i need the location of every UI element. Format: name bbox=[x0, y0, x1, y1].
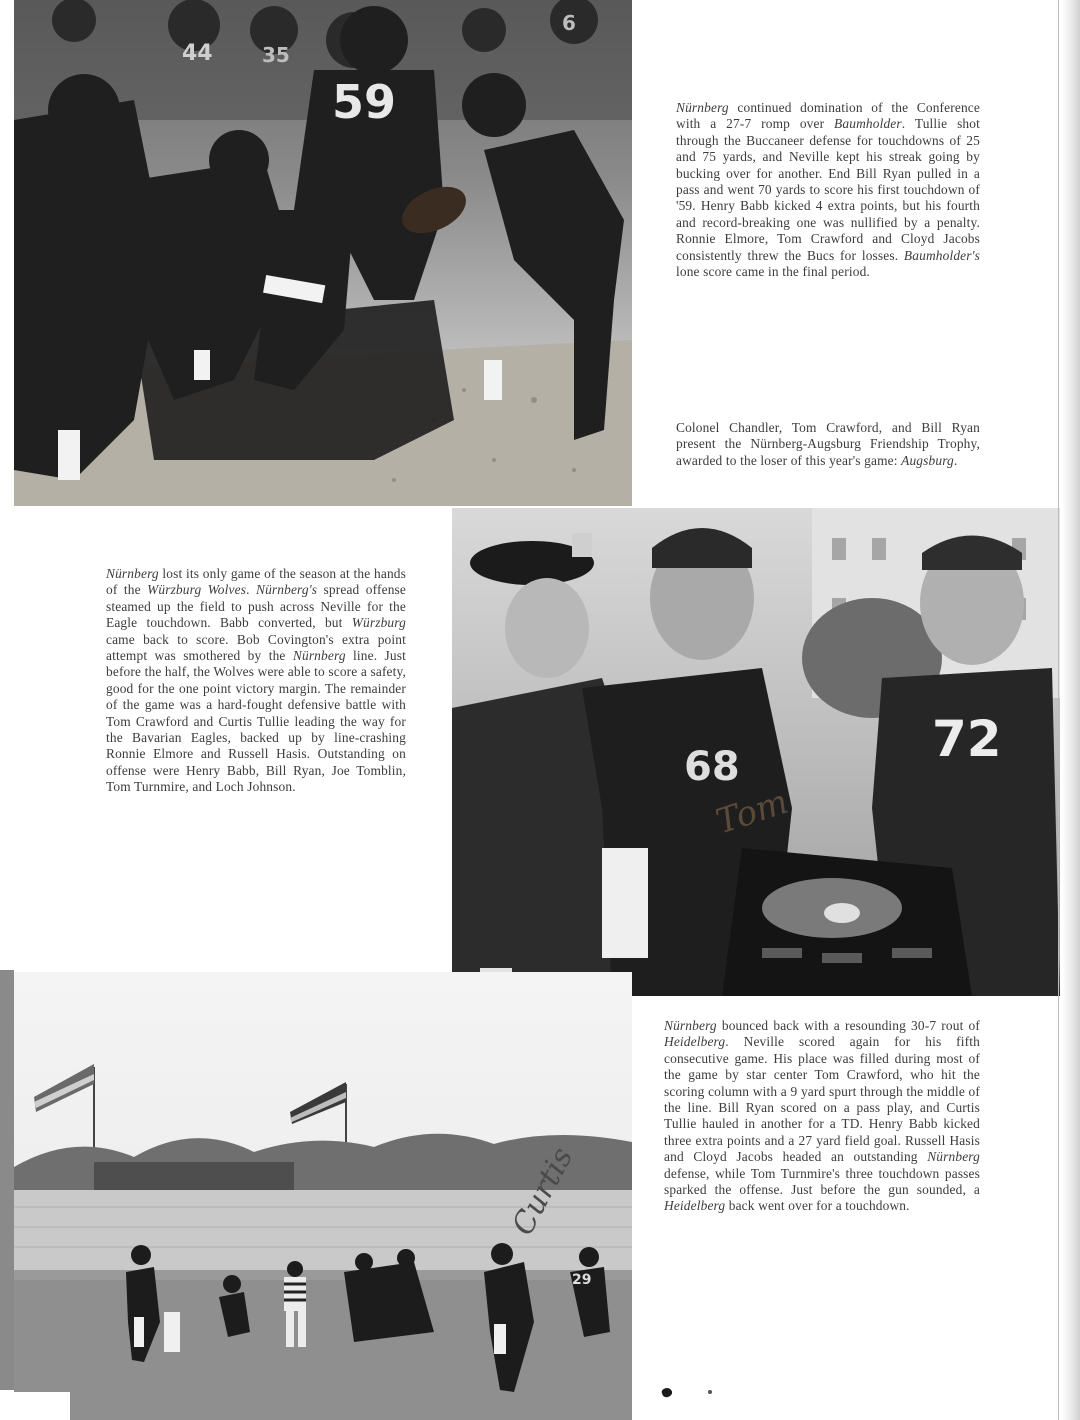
caption-text: defense, while Tom Turnmire's three touchdown passes sparked the offense. Just before the gun sounded, a bbox=[664, 1165, 980, 1198]
autograph-tom: Tom bbox=[711, 781, 793, 843]
page-edge-shadow bbox=[1062, 0, 1080, 1420]
team-name: Augsburg bbox=[901, 452, 954, 468]
wurzburg-game-caption bbox=[106, 566, 406, 796]
caption-text: spread offense steamed up the field to push across Neville for the Eagle touchdown. Babb converted, but bbox=[106, 582, 407, 631]
caption-text: bounced back with a resounding 30-7 rout of bbox=[716, 1018, 980, 1033]
autograph-curtis: Curtis bbox=[505, 1141, 581, 1242]
team-name: Heidelberg bbox=[664, 1198, 726, 1214]
team-name: Baumholder's bbox=[903, 247, 980, 263]
caption-text: back went over for a touchdown. bbox=[725, 1198, 910, 1214]
team-name: Würzburg Wolves bbox=[147, 582, 247, 598]
trophy-photo-caption bbox=[676, 420, 980, 469]
baumholder-game-caption bbox=[676, 100, 980, 280]
team-name: Heidelberg bbox=[664, 1034, 726, 1050]
team-name: Würzburg bbox=[351, 615, 406, 631]
caption-text: lost its only game of the season at the hands of the bbox=[106, 566, 406, 598]
page-fold-line bbox=[1058, 0, 1059, 1420]
caption-text: . bbox=[246, 582, 256, 598]
trophy-presentation-photo bbox=[452, 508, 1060, 996]
team-name: Nürnberg bbox=[927, 1149, 980, 1165]
jersey-number-44: 44 bbox=[182, 41, 213, 66]
caption-text: came back to score. Bob Covington's extra point attempt was smothered by the bbox=[106, 631, 406, 664]
team-name: Nürnberg bbox=[664, 1018, 717, 1033]
caption-text: continued domination of the Conference with a 27-7 romp over bbox=[676, 100, 980, 132]
page-corner bbox=[0, 1392, 70, 1420]
team-name: Nürnberg bbox=[676, 100, 729, 115]
caption-text: . Tullie shot through the Buccaneer defense for touchdowns of 25 and 75 yards, and Neville kept his streak going by bucking over for another. End Bill Ryan pulled in a pass and went 70 yards to score his first touchdown of '59. Henry Babb kicked 4 extra points, but his fourth and record-breaking one was nullified by a penalty. Ronnie Elmore, Tom Crawford and Cloyd Jacobs consistently threw the Bucs for losses. bbox=[676, 116, 980, 263]
jersey-number-29: 29 bbox=[572, 1272, 592, 1288]
caption-text: . Neville scored again for his fifth consecutive game. His place was filled during most of the game by star center Tom Crawford, who hit the scoring column with a 9 yard spurt through the middle of the line. Bill Ryan scored on a pass play, and Curtis Tullie hauled in another for a TD. Henry Babb kicked three extra points and a 27 yard field goal. Russell Hasis and Cloyd Jacobs headed an outstanding bbox=[664, 1034, 980, 1165]
jersey-number-59: 59 bbox=[332, 75, 397, 129]
jersey-number-35: 35 bbox=[262, 43, 290, 67]
caption-text: line. Just before the half, the Wolves were able to score a safety, good for the one point victory margin. The remainder of the game was a hard-fought defensive battle with Tom Crawford and Curtis Tullie leading the way for the Bavarian Eagles, backed up by line-crashing Ronnie Elmore and Russell Hasis. Outstanding on offense were Henry Babb, Bill Ryan, Joe Tomblin, Tom Turnmire, and Loch Johnson. bbox=[106, 648, 406, 795]
page-edge-strip bbox=[0, 970, 14, 1390]
team-name: Baumholder bbox=[834, 116, 902, 132]
ink-speck bbox=[708, 1390, 712, 1394]
team-name: Nürnberg's bbox=[255, 582, 318, 598]
caption-text: . bbox=[953, 452, 958, 468]
team-name: Nürnberg bbox=[106, 566, 159, 581]
jersey-number-72: 72 bbox=[932, 710, 1002, 768]
football-action-photo bbox=[14, 0, 632, 506]
jersey-number-68: 68 bbox=[684, 744, 740, 790]
heidelberg-game-caption bbox=[664, 1018, 980, 1215]
ink-blot bbox=[661, 1387, 673, 1399]
caption-text: lone score came in the final period. bbox=[676, 264, 870, 280]
stadium-game-photo bbox=[14, 972, 632, 1420]
jersey-number-6: 6 bbox=[562, 11, 576, 35]
team-name: Nürnberg bbox=[292, 648, 346, 664]
caption-text: Colonel Chandler, Tom Crawford, and Bill Ryan present the Nürnberg-Augsburg Friendship Trophy, awarded to the loser of this year's game: bbox=[676, 420, 980, 468]
